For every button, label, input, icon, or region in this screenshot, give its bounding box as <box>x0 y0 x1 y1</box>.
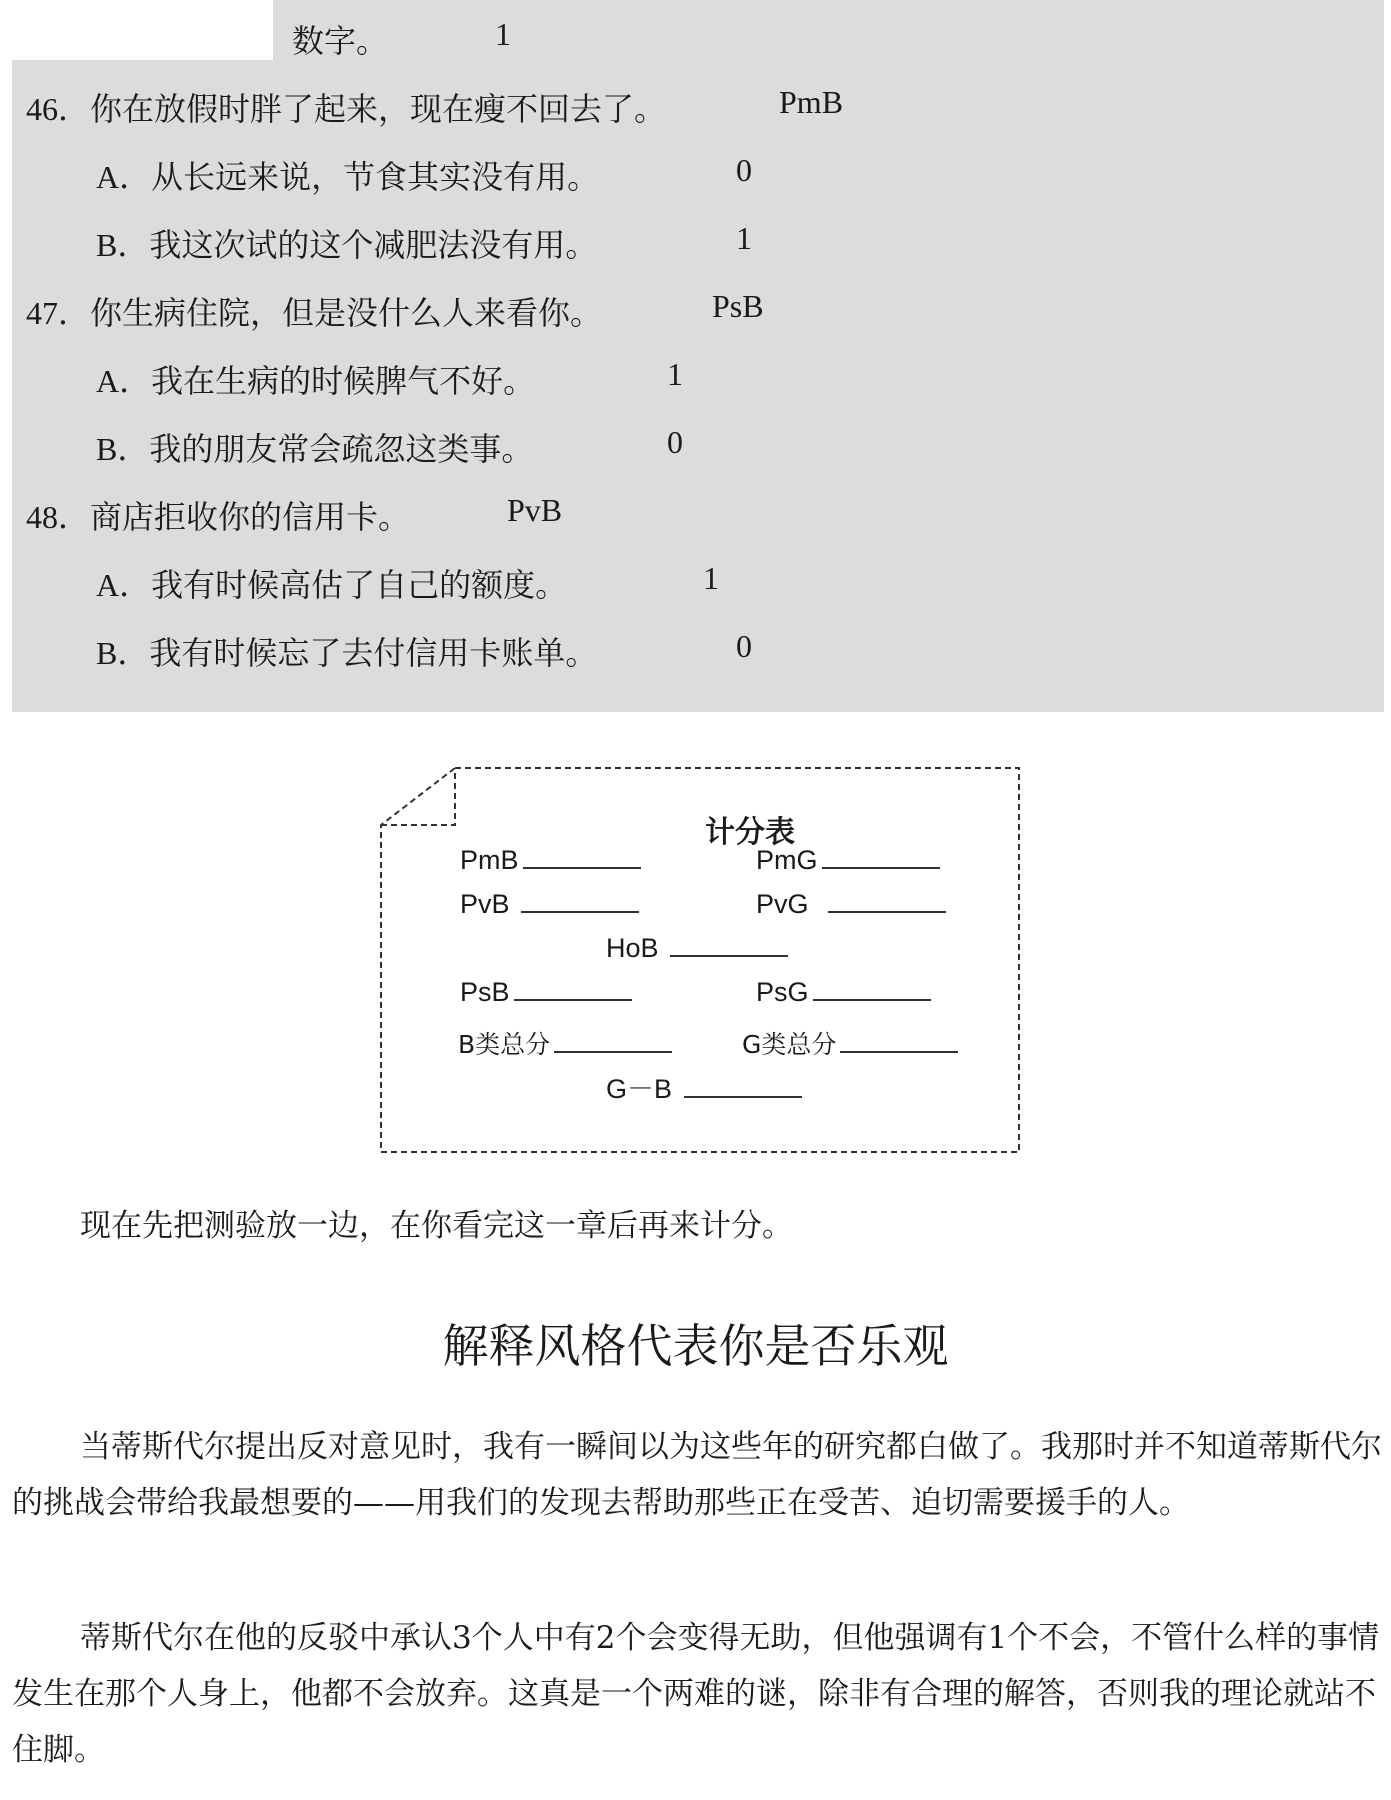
blank-line[interactable] <box>670 935 788 957</box>
field-label: PmG <box>756 845 818 875</box>
question-number: 48． <box>26 499 91 535</box>
question-text: 你生病住院，但是没什么人来看你。 <box>90 294 603 332</box>
field-label: B类总分 <box>458 1030 551 1059</box>
score-card <box>380 767 1020 1153</box>
option-label: A． <box>96 567 152 603</box>
score-field-pmb <box>460 845 641 876</box>
question-text: 你在放假时胖了起来，现在瘦不回去了。 <box>90 90 667 128</box>
field-label: PmB <box>460 845 519 875</box>
quiz-top-line: 数字。 <box>292 22 389 60</box>
option-text: 我有时候忘了去付信用卡账单。 <box>149 634 598 672</box>
option-label: A． <box>96 159 152 195</box>
option-text: 从长远来说，节食其实没有用。 <box>151 158 600 196</box>
field-label: G－B <box>606 1074 673 1104</box>
option-text: 我的朋友常会疏忽这类事。 <box>149 430 534 468</box>
score-field-psg <box>756 977 931 1008</box>
option-48b <box>96 628 597 674</box>
score-field-g-minus-b <box>606 1067 802 1106</box>
quiz-top-score: 1 <box>495 16 511 52</box>
option-47a <box>96 356 535 402</box>
field-label: PvB <box>460 889 510 919</box>
blank-line[interactable] <box>514 979 632 1001</box>
question-code: PvB <box>507 492 563 528</box>
blank-line[interactable] <box>684 1076 802 1098</box>
option-score: 1 <box>736 220 752 256</box>
question-46 <box>26 84 666 130</box>
question-number: 47． <box>26 295 91 331</box>
field-label: G类总分 <box>742 1030 837 1059</box>
option-score: 0 <box>667 424 683 460</box>
option-label: A． <box>96 363 152 399</box>
blank-line[interactable] <box>813 979 931 1001</box>
blank-line[interactable] <box>822 847 940 869</box>
option-score: 1 <box>703 560 719 596</box>
option-label: B． <box>96 227 150 263</box>
score-field-pmg <box>756 845 940 876</box>
score-field-pvg <box>756 889 946 920</box>
blank-line[interactable] <box>521 891 639 913</box>
option-score: 0 <box>736 628 752 664</box>
option-text: 我这次试的这个减肥法没有用。 <box>149 226 598 264</box>
score-card-title: 计分表 <box>705 815 795 850</box>
field-label: PsG <box>756 977 809 1007</box>
score-field-g-total <box>742 1025 958 1061</box>
instruction-text: 现在先把测验放一边，在你看完这一章后再来计分。 <box>80 1208 793 1244</box>
field-label: PsB <box>460 977 510 1007</box>
blank-line[interactable] <box>840 1031 958 1053</box>
option-text: 我有时候高估了自己的额度。 <box>151 566 568 604</box>
field-label: PvG <box>756 889 809 919</box>
question-48 <box>26 492 410 538</box>
option-46b <box>96 220 597 266</box>
option-48a <box>96 560 567 606</box>
option-46a <box>96 152 599 198</box>
body-paragraph-1: 当蒂斯代尔提出反对意见时，我有一瞬间以为这些年的研究都白做了。我那时并不知道蒂斯代尔的挑战会带给我最想要的——用我们的发现去帮助那些正在受苦、迫切需要援手的人。 <box>12 1429 1382 1521</box>
score-field-b-total <box>458 1025 672 1061</box>
question-text: 商店拒收你的信用卡。 <box>90 498 411 536</box>
blank-line[interactable] <box>828 891 946 913</box>
score-field-psb <box>460 977 632 1008</box>
option-text: 我在生病的时候脾气不好。 <box>151 362 536 400</box>
question-code: PmB <box>779 84 844 120</box>
option-label: B． <box>96 635 150 671</box>
blank-line[interactable] <box>554 1031 672 1053</box>
option-label: B． <box>96 431 150 467</box>
option-score: 0 <box>736 152 752 188</box>
field-label: HoB <box>606 933 659 963</box>
option-47b <box>96 424 533 470</box>
question-47 <box>26 288 602 334</box>
option-score: 1 <box>667 356 683 392</box>
score-field-hob <box>606 933 788 964</box>
question-code: PsB <box>712 288 764 324</box>
score-field-pvb <box>460 889 639 920</box>
body-paragraph-2: 蒂斯代尔在他的反驳中承认3个人中有2个会变得无助，但他强调有1个不会，不管什么样的事情发生在那个人身上，他都不会放弃。这真是一个两难的谜，除非有合理的解答，否则我的理论就站不住脚。 <box>12 1620 1380 1768</box>
question-number: 46． <box>26 91 91 127</box>
blank-line[interactable] <box>523 847 641 869</box>
section-heading: 解释风格代表你是否乐观 <box>442 1319 949 1373</box>
